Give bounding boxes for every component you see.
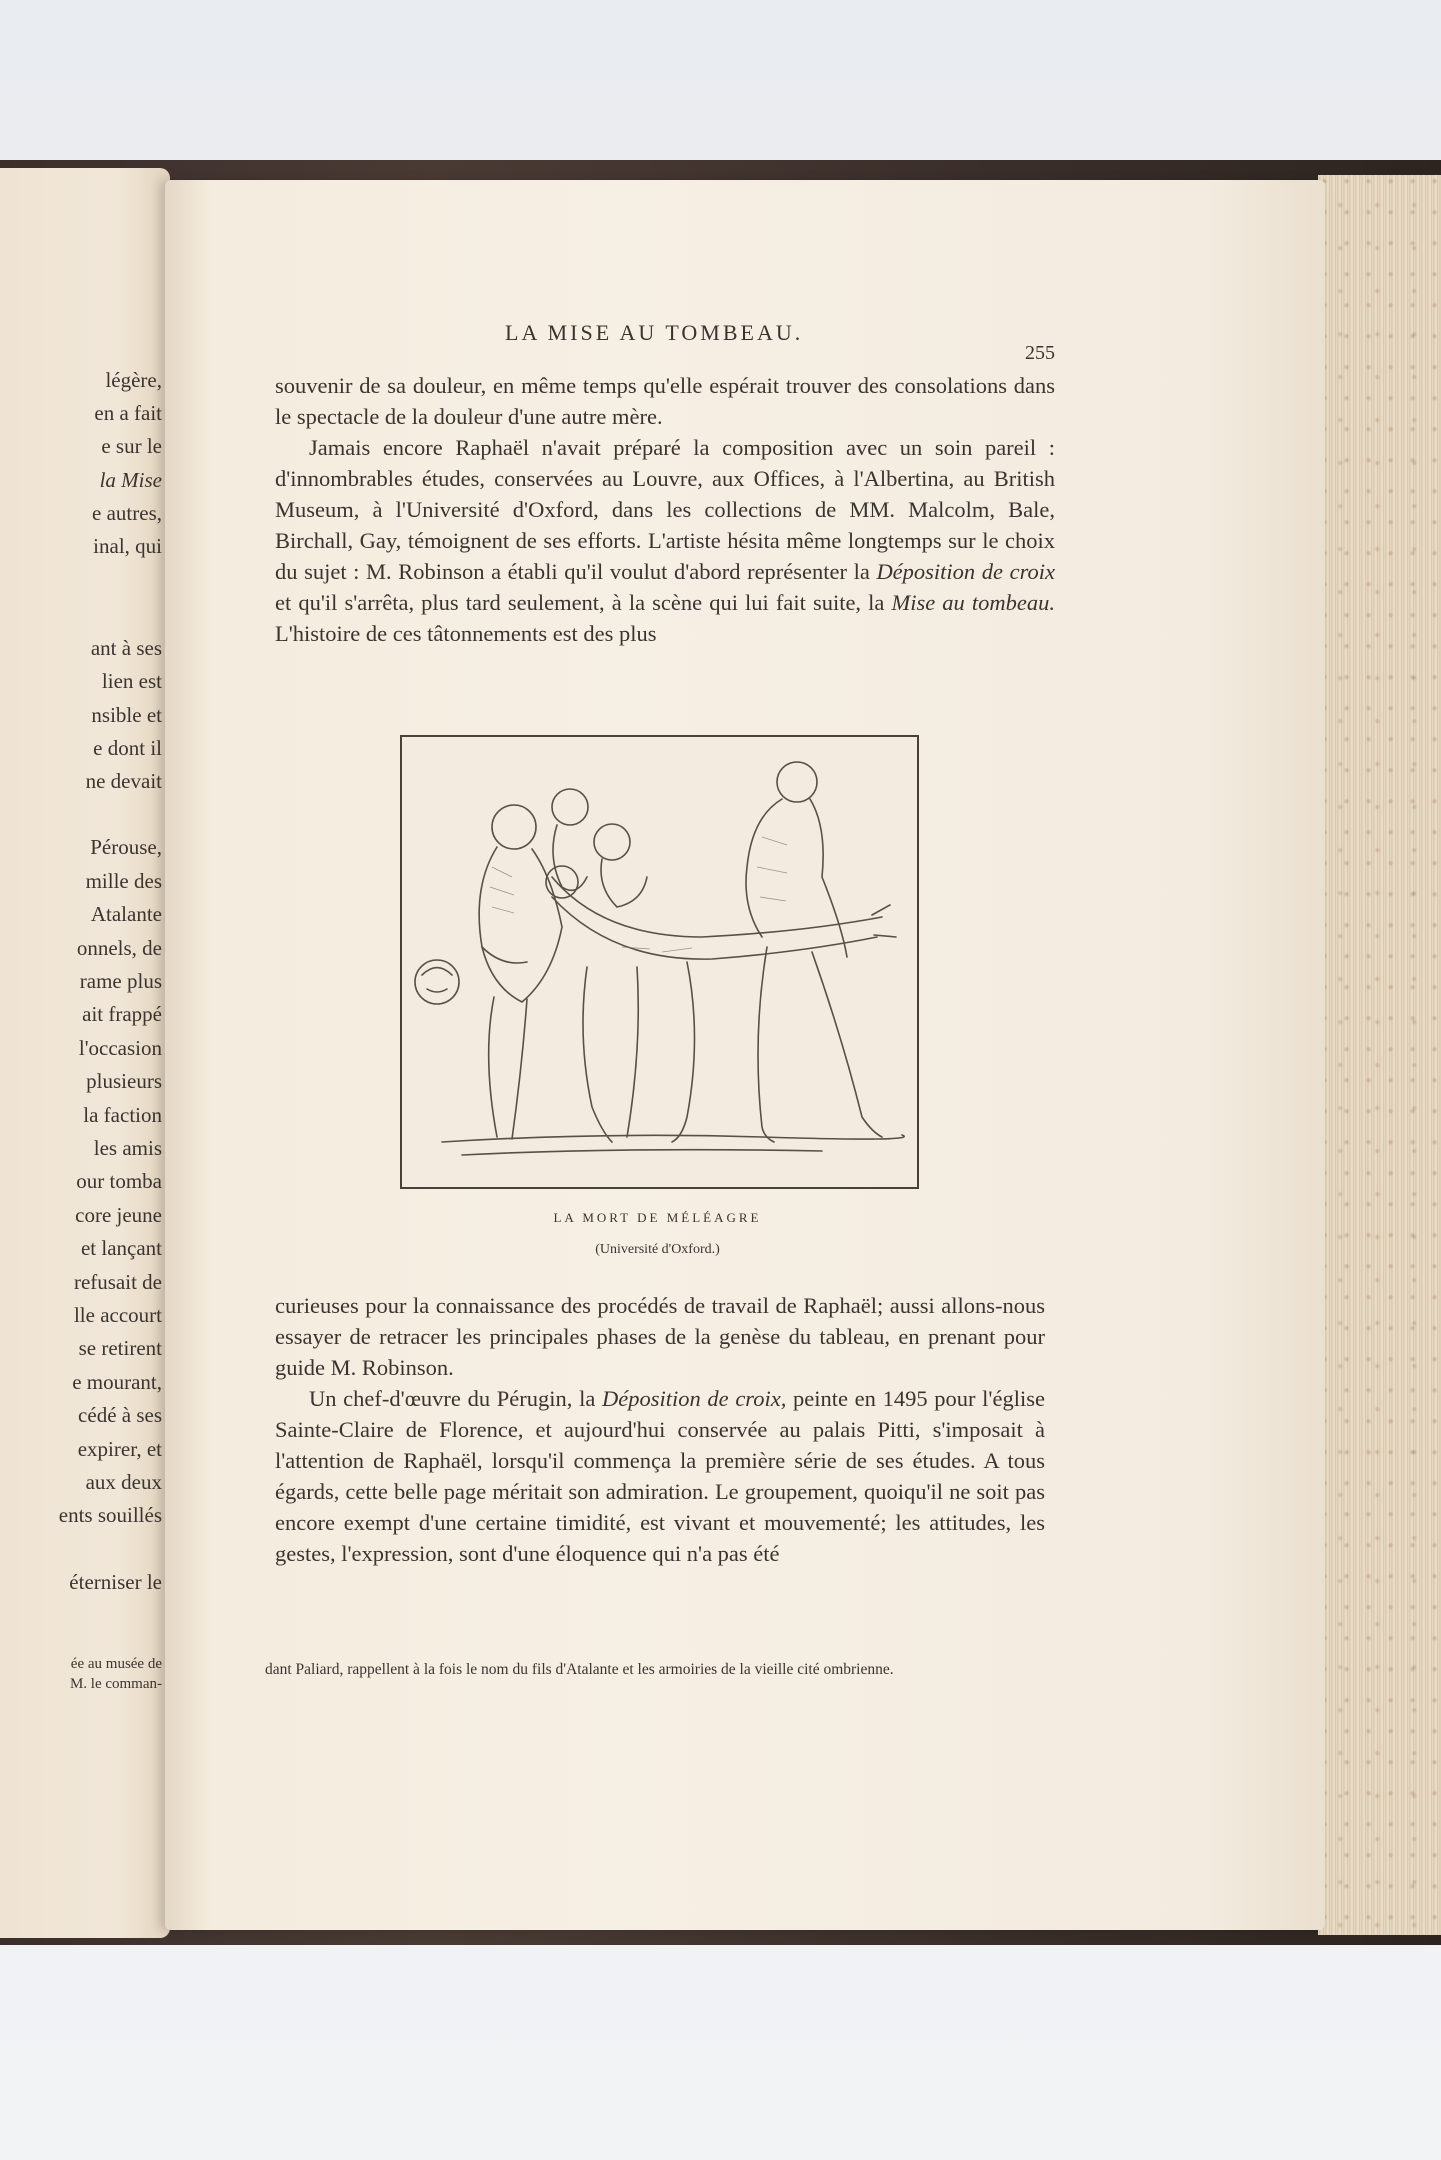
left-line: aux deux bbox=[85, 1470, 162, 1494]
left-line: l'occasion bbox=[78, 1036, 162, 1060]
left-line: expirer, et bbox=[77, 1437, 162, 1461]
left-line: core jeune bbox=[75, 1203, 162, 1227]
illustration-caption-source: (Université d'Oxford.) bbox=[595, 1242, 720, 1257]
left-line: cédé à ses bbox=[78, 1403, 162, 1427]
left-line: ant à ses bbox=[90, 636, 162, 660]
running-head: LA MISE AU TOMBEAU. bbox=[505, 320, 804, 345]
left-line: plusieurs bbox=[86, 1069, 162, 1093]
left-line: la faction bbox=[83, 1103, 162, 1127]
left-line: refusait de bbox=[73, 1270, 162, 1294]
text-block-bottom bbox=[275, 1290, 1045, 1569]
left-line: e dont il bbox=[93, 736, 162, 760]
text-span: Jamais encore Raphaël n'avait préparé la composition avec un soin pareil : d'innombrables études, conservées au Louvre, aux Offices, à l'Albertina, au British Museum, à l'Université d'Oxford, dans les collections de MM. Malcolm, Bale, Birchall, Gay, témoignent de ses efforts. L'artiste hésita même longtemps sur le choix du sujet : M. Robinson a établi qu'il voulut d'abord représenter la bbox=[275, 435, 1055, 584]
left-line: mille des bbox=[85, 869, 162, 893]
left-line: ents souillés bbox=[58, 1503, 162, 1527]
left-line: e mourant, bbox=[72, 1370, 162, 1394]
left-line: lle accourt bbox=[73, 1303, 162, 1327]
text-span: L'histoire de ces tâtonnements est des plus bbox=[275, 621, 657, 646]
left-line: et lançant bbox=[80, 1236, 162, 1260]
paragraph bbox=[275, 432, 1055, 649]
text-span: et qu'il s'arrêta, plus tard seulement, à la scène qui lui fait suite, la bbox=[275, 590, 892, 615]
page-number: 255 bbox=[1025, 342, 1055, 364]
right-page bbox=[165, 180, 1325, 1930]
left-line: inal, qui bbox=[93, 534, 162, 558]
left-line: Pérouse, bbox=[90, 835, 162, 859]
left-line: onnels, de bbox=[76, 936, 162, 960]
left-line: se retirent bbox=[78, 1336, 162, 1360]
left-line: rame plus bbox=[79, 969, 162, 993]
left-line: en a fait bbox=[94, 401, 162, 425]
paragraph: curieuses pour la connaissance des procédés de travail de Raphaël; aussi allons-nous essayer de retracer les principales phases de la genèse du tableau, en prenant pour guide M. Robinson. bbox=[275, 1293, 1045, 1380]
text-span: peinte en 1495 pour l'église Sainte-Claire de Florence, et aujourd'hui conservée au palais Pitti, s'imposait à l'attention de Raphaël, lorsqu'il commença la première série de ses études. A tous égards, cette belle page méritait son admiration. Le groupement, quoiqu'il ne soit pas encore exempt d'une certaine timidité, est vivant et mouvementé; les attitudes, les gestes, l'expression, sont d'une éloquence qui n'a pas été bbox=[275, 1386, 1045, 1566]
footnote: dant Paliard, rappellent à la fois le nom du fils d'Atalante et les armoiries de la vieille cité ombrienne. bbox=[265, 1661, 894, 1678]
text-span: Un chef-d'œuvre du Pérugin, la bbox=[309, 1386, 602, 1411]
left-line: Atalante bbox=[90, 902, 162, 926]
italic-title: Mise au tombeau. bbox=[891, 590, 1055, 615]
engraving-illustration bbox=[400, 735, 919, 1189]
left-line: lien est bbox=[101, 669, 162, 693]
left-footnote-line: ée au musée de bbox=[70, 1656, 162, 1672]
left-page bbox=[0, 168, 170, 1938]
italic-title: Déposition de croix bbox=[876, 559, 1055, 584]
page-block-edge bbox=[1318, 175, 1441, 1935]
engraving-drawing bbox=[402, 737, 917, 1187]
left-line: nsible et bbox=[91, 703, 162, 727]
left-line: légère, bbox=[105, 368, 162, 392]
left-line: e autres, bbox=[92, 501, 162, 525]
left-footnote-line: M. le comman- bbox=[69, 1676, 162, 1692]
text-block-top bbox=[275, 370, 1055, 649]
left-line: our tomba bbox=[76, 1169, 162, 1193]
left-line: e sur le bbox=[101, 434, 162, 458]
left-line: les amis bbox=[93, 1136, 162, 1160]
paragraph: souvenir de sa douleur, en même temps qu'elle espérait trouver des consolations dans le spectacle de la douleur d'une autre mère. bbox=[275, 373, 1055, 429]
left-line: ait frappé bbox=[82, 1002, 162, 1026]
left-line: la Mise bbox=[99, 468, 162, 492]
left-line: ne devait bbox=[85, 769, 162, 793]
illustration-caption-title: LA MORT DE MÉLÉAGRE bbox=[553, 1210, 762, 1225]
left-line: éterniser le bbox=[69, 1570, 162, 1594]
paragraph bbox=[275, 1383, 1045, 1569]
italic-title: Déposition de croix, bbox=[601, 1386, 787, 1411]
